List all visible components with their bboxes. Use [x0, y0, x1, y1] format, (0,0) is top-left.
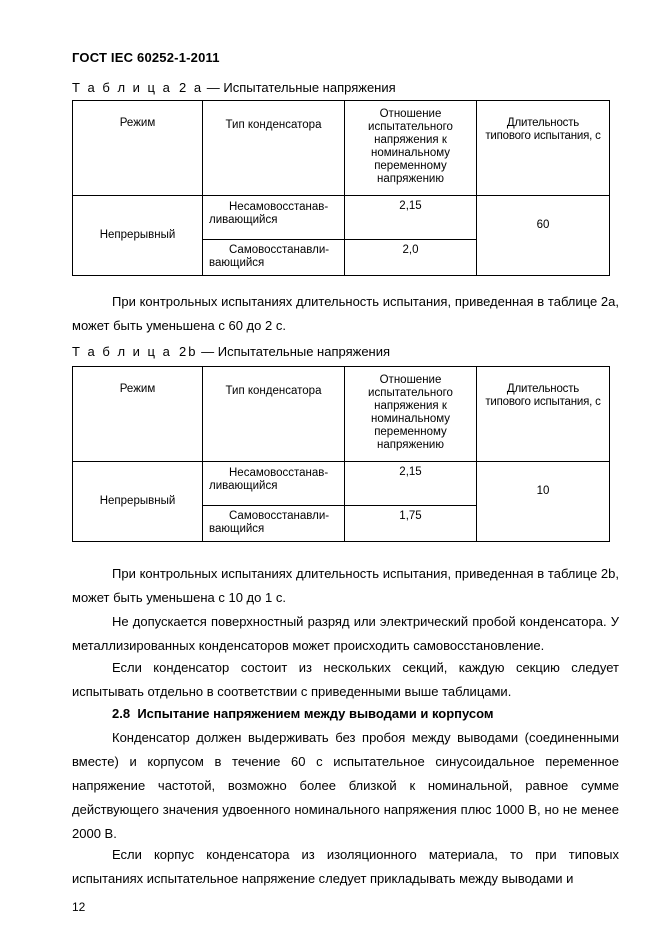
table-a-caption-id: 2 а — [179, 80, 204, 95]
table-b-duration-cell: 10 — [477, 462, 610, 542]
table-row — [73, 462, 610, 506]
section-number: 2.8 — [112, 706, 131, 721]
paragraph-2b-note-text: При контрольных испытаниях длительность испытания, приведенная в таблице 2b, может быть уменьшена с 10 до 1 с. — [72, 566, 619, 605]
table-a-type-cell: Несамовосстанав-ливающийся — [203, 196, 345, 240]
table-a-header-row — [73, 101, 610, 196]
table-b-header-ratio: Отношение испытательного напряжения к номинальному переменному напряжению — [345, 367, 477, 462]
table-row — [73, 196, 610, 240]
table-b-regime-cell: Непрерывный — [73, 462, 203, 542]
paragraph-test-voltage-text: Конденсатор должен выдерживать без пробоя между выводами (соединенными вместе) и корпусом в течение 60 с испытательное синусоидальное переменное напряжение частотой, возможно более близкой к номинальной, равное сумме действующего значения удвоенного номинального напряжения плюс 1000 В, но не менее 2000 В. — [72, 730, 619, 841]
paragraph-2b-note — [72, 562, 619, 610]
table-b-caption — [72, 344, 390, 359]
paragraph-breakdown-text: Не допускается поверхностный разряд или электрический пробой конденсатора. У металлизированных конденсаторов может происходить самовосстановление. — [72, 614, 619, 653]
table-b-ratio-cell: 2,15 — [345, 462, 477, 506]
paragraph-insulating-case — [72, 843, 619, 891]
table-a-header-ratio: Отношение испытательного напряжения к номинальному переменному напряжению — [345, 101, 477, 196]
paragraph-sections-text: Если конденсатор состоит из нескольких секций, каждую секцию следует испытывать отдельно в соответствии с приведенными выше таблицами. — [72, 660, 619, 699]
table-a-header-regime: Режим — [73, 101, 203, 196]
table-a-header-duration-text: типового испытания, с — [485, 130, 601, 142]
paragraph-breakdown — [72, 610, 619, 658]
table-a-ratio-cell: 2,15 — [345, 196, 477, 240]
table-a-caption-text: — Испытательные напряжения — [206, 80, 396, 95]
section-heading — [112, 706, 494, 721]
table-b-type-cell: Несамовосстанав-ливающийся — [203, 462, 345, 506]
paragraph-insulating-case-text: Если корпус конденсатора из изоляционного материала, то при типовых испытаниях испытательное напряжение следует прикладывать между выводами и — [72, 847, 619, 886]
table-a-caption-prefix: Т а б л и ц а — [72, 80, 172, 95]
page-number: 12 — [72, 900, 86, 914]
table-a-header-type: Тип конденсатора — [203, 101, 345, 196]
table-b-ratio-cell: 1,75 — [345, 506, 477, 542]
table-b-type-cell: Самовосстанавли-вающийся — [203, 506, 345, 542]
table-a-duration-cell: 60 — [477, 196, 610, 276]
table-b-caption-text: — Испытательные напряжения — [201, 344, 391, 359]
section-title: Испытание напряжением между выводами и корпусом — [137, 706, 494, 721]
table-b-header-type: Тип конденсатора — [203, 367, 345, 462]
document-header: ГОСТ IEC 60252-1-2011 — [72, 50, 220, 65]
paragraph-test-voltage — [72, 726, 619, 846]
table-a-regime-cell: Непрерывный — [73, 196, 203, 276]
table-b-header-duration: Длительность типового испытания, с — [477, 367, 610, 462]
paragraph-sections — [72, 656, 619, 704]
table-b-header-regime: Режим — [73, 367, 203, 462]
table-a — [72, 100, 610, 276]
paragraph-2a-note — [72, 290, 619, 338]
table-b-caption-prefix: Т а б л и ц а — [72, 344, 172, 359]
table-b-header-duration-text: типового испытания, с — [485, 396, 601, 408]
table-b-header-row — [73, 367, 610, 462]
table-a-header-duration: Длительность типового испытания, с — [477, 101, 610, 196]
paragraph-2a-note-text: При контрольных испытаниях длительность испытания, приведенная в таблице 2а, может быть уменьшена с 60 до 2 с. — [72, 294, 619, 333]
table-a-caption — [72, 80, 396, 95]
table-a-ratio-cell: 2,0 — [345, 240, 477, 276]
table-b-caption-id: 2b — [179, 344, 198, 359]
table-b — [72, 366, 610, 542]
table-a-type-cell: Самовосстанавли-вающийся — [203, 240, 345, 276]
